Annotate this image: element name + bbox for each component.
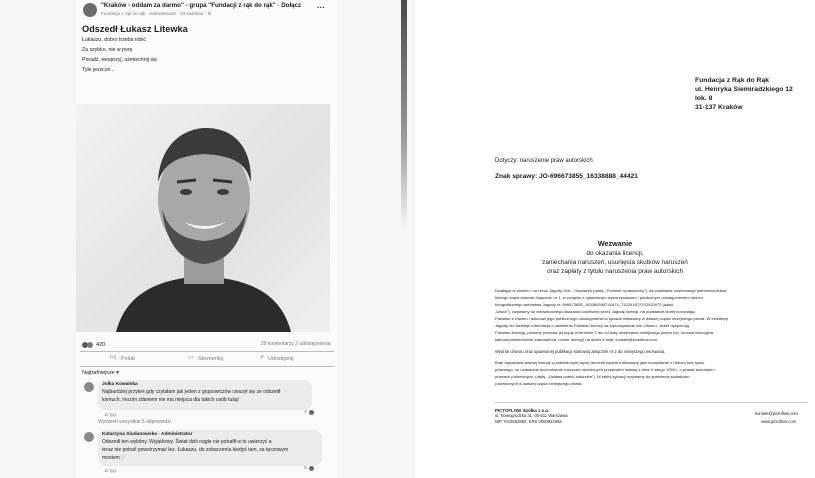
comment-sort-dropdown[interactable]: Najtrafniejsze ▾ [82, 370, 119, 376]
group-avatar[interactable] [83, 3, 97, 17]
footer-registry: NIP 7010583850, KRS 0000921994 [495, 419, 562, 424]
comment-author[interactable]: Katarzyna Siudanowska · Administrator [102, 432, 193, 437]
like-icon[interactable]: 👍︎ [110, 355, 117, 361]
heart-reaction-icon [87, 342, 93, 348]
paragraph-line: Państwo licencją, prosimy przesłać jej kopię w terminie 2 dni od daty otrzymania niniejszego pisma (np. umowa licencyjna, [495, 330, 715, 335]
paragraph-line: Brak wykazania ważnej licencji w zakreślonym wyżej terminie będzie traktowany jako korzystanie z Utworu bez tytułu [495, 360, 705, 365]
reaction-icon [309, 410, 314, 415]
reaction-icon [309, 466, 314, 471]
post-body-line: Poradź, wesprzyj, uśmiechnij się [82, 57, 157, 63]
recipient-line: 31-137 Kraków [695, 104, 743, 111]
paragraph-line: (określonych w dalszej części niniejszego pisma. [495, 381, 583, 386]
paragraph-line: prawach pokrewnych, (dalej: „Ustawa prawo autorskie"). W takiej sytuacji wzywamy do spełnienia świadczeń [495, 374, 690, 379]
like-button[interactable]: Polub [121, 356, 135, 362]
footer-website: www.pictoflow.com [761, 419, 797, 424]
paragraph-line: którego kopia stanowi Załącznik nr 1, w związku z ujawnionym wykorzystaniem i publicznym udostępnieniem utworu [495, 295, 704, 300]
post-body-line[interactable]: Tyle jeszcze... [82, 67, 115, 73]
avatar[interactable] [84, 432, 94, 442]
footer-address: ul. Nowogrodzka 31, 00-511 Warszawa [495, 413, 568, 418]
post-menu-icon[interactable]: ··· [317, 3, 325, 12]
recipient-line: lok. 8 [695, 95, 713, 102]
demand-letter [415, 0, 815, 478]
avatar[interactable] [84, 382, 94, 392]
post-meta: Fundacja z rąk do rąk · Administrator · 23 kwietnia · ⚙ [101, 11, 212, 16]
letter-heading: Wezwanie [597, 239, 633, 248]
subject-line: Dotyczy: naruszenie praw autorskich [495, 158, 593, 164]
comment-text: Odszedł ten wybitny. Wyjątkowy. Świat dziś nagle nie potrafił w to uwierzyć a [102, 439, 272, 445]
man-portrait-photo [76, 104, 330, 332]
comment-reactions[interactable]: 5 [304, 466, 307, 471]
divider [80, 366, 334, 367]
case-number: Znak sprawy: JO-696673855_16338888_44421 [495, 173, 638, 180]
post-photo[interactable] [76, 104, 330, 332]
footer-email: kontakt@pictoflow.com [755, 411, 798, 416]
paragraph-line: Działając w imieniu i na rzecz Jagody Goli - Owczarek (dalej: „Podmiot Uprawniony"), na podstawie udzielonego pełnomocnictwa, [495, 288, 727, 293]
comment-time: 11 tyg. [104, 412, 117, 417]
comment-text: Najbardziej przykre gdy czytałam jak jeden z grupowiczów cieszył się ze odszedł [102, 389, 281, 395]
heading-line: zaniechania naruszeń, usunięcia skutków naruszeń [542, 259, 688, 266]
reactions-count[interactable]: 420 [96, 342, 106, 348]
comment-text: mostem🤍 [102, 455, 127, 461]
comments-shares-count[interactable]: 29 komentarzy 2 udostępnienia [261, 341, 331, 347]
post-title: Odszedł Łukasz Litewka [82, 24, 188, 34]
group-line[interactable]: "Kraków - oddam za darmo" - grupa "Fundacji z rąk do rąk" · Dołącz [101, 2, 302, 9]
paragraph-line: fotograficznego autorstwa Jagody nr: 696673855_163389348741874_732291572702432973 (dalej: [495, 302, 674, 307]
paragraph-line: faktura/potwierdzenie zamówienia, numer licencji) na adres e-mail: kontakt@pictoflow.com [495, 337, 658, 342]
recipient-line: Fundacja z Rąk do Rąk [695, 77, 770, 84]
comment-text: teraz nie potrafi powstrzymać łez. Łukaszu, do zobaczenia kiedyś tam, za tęczowym [102, 447, 289, 453]
comment-button[interactable]: Skomentuj [198, 356, 224, 362]
footer-company: PICTOFLOW Spółka z o.o. [495, 408, 550, 413]
facebook-post-printout [76, 0, 338, 478]
heading-line: oraz zapłaty z tytułu naruszenia praw autorskich [546, 268, 684, 275]
divider [80, 351, 334, 352]
comment-author[interactable]: Jolka Kowalska [102, 382, 138, 387]
comment-time: 11 tyg. [104, 468, 117, 473]
comment-text: komuch, mozim zdaniem nie ma miejsca dla takich osób tutaj! [102, 397, 240, 403]
post-body-line: Za szybko, nie w porę [82, 47, 133, 53]
comment-reactions[interactable]: 3 [304, 410, 307, 415]
paragraph-line: Jagody nie widnieje informacja o udzieleniu Państwu licencji na wykorzystanie ww. Utworu. Jeżeli dysponują [495, 323, 689, 328]
recipient-line: ul. Henryka Siemiradzkiego 12 [695, 86, 793, 93]
view-replies-link[interactable]: Wyświetl wszystkie 5 odpowiedzi [98, 419, 172, 425]
paragraph-line: Wydruk Utworu oraz ujawnionej publikacji stanowią załącznik nr 2 do niniejszego wezwania. [495, 349, 666, 354]
share-button[interactable]: Udostępnij [268, 356, 294, 362]
heading-line: do okazania licencji, [586, 250, 644, 257]
comment-icon[interactable]: ▭ [188, 355, 194, 361]
post-body-line: Łukaszu, dobro trzeba robić [82, 37, 147, 43]
paragraph-line: Państwo z Utworu i dokonali jego publicznego udostępnienia w sposób wskazany w dalszej części niniejszego pisma. W ewidencji [495, 316, 729, 321]
share-icon[interactable]: ↗ [259, 355, 265, 361]
paragraph-line: prawnego, co uzasadnia dochodzenie roszczeń określonych przepisami ustawy z dnia 4 lutego 1994 r. o prawie autorskim i [495, 367, 716, 372]
page-separator-shadow [401, 0, 407, 230]
paragraph-line: „Utwór"), wzywamy do niezwłocznego okazania udzielonej przez Jagodę licencji, na podstawie której korzystają [495, 309, 695, 314]
footer-divider [495, 402, 807, 403]
